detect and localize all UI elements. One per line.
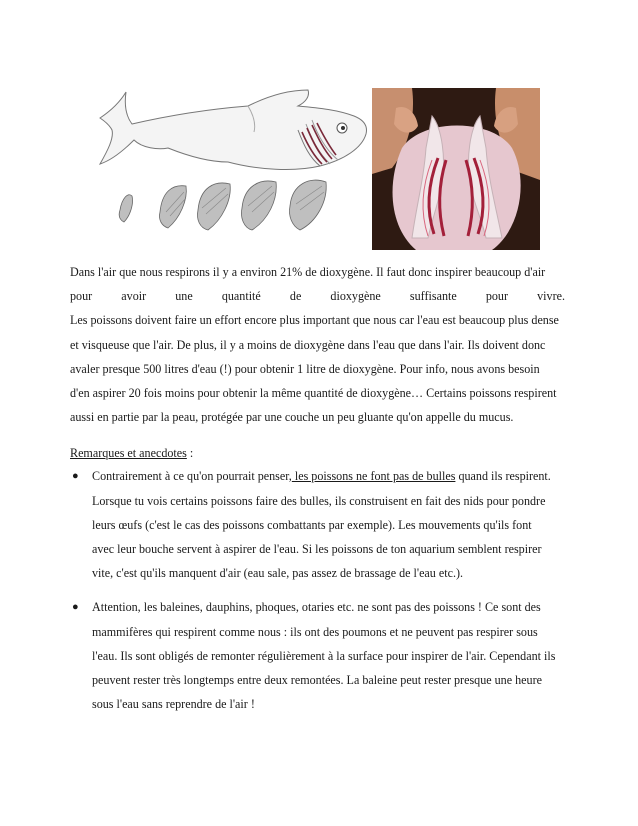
remarks-heading-colon: : [186,446,194,461]
main-text [70,260,565,726]
remarks-heading-label: Remarques et anecdotes [70,446,187,461]
fish-outline-icon [100,90,367,169]
intro-line: pour avoir une quantité de dioxygène suffisante pour vivre. [70,289,565,304]
bullet-icon: ● [72,601,79,614]
list-item [70,595,565,716]
list-item-line: Attention, les baleines, dauphins, phoques, otaries etc. ne sont pas des poissons ! Ce sont des [92,600,541,615]
intro-line: d'en aspirer 20 fois moins pour obtenir la même quantité de dioxygène… Certains poissons respirent [70,386,557,401]
bullet-icon: ● [72,470,79,483]
intro-paragraph [70,260,565,429]
list-item-line: mammifères qui respirent comme nous : ils ont des poumons et ne peuvent pas respirer sous [92,624,538,639]
list-item-line: vite, c'est qu'ils manquent d'air (eau sale, pas assez de brassage de l'eau etc.). [92,566,464,581]
bubbles-underlined-text: les poissons ne font pas de bulles [291,469,456,484]
intro-line: et visqueuse que l'air. De plus, il y a moins de dioxygène dans l'eau que dans l'air. Ils doivent donc [70,337,546,352]
intro-line: Les poissons doivent faire un effort encore plus important que nous car l'eau est beaucoup plus dense [70,313,559,328]
intro-line: avaler presque 500 litres d'eau (!) pour obtenir 1 litre de dioxygène. Pour info, nous avons besoin [70,361,540,376]
list-item-line: Lorsque tu vois certains poissons faire des bulles, ils construisent en fait des nids pour pondre [92,493,546,508]
intro-line: aussi en partie par la peau, protégée par une couche un peu gluante qu'on appelle du mucus. [70,410,514,425]
list-item-line: l'eau. Ils sont obligés de remonter régulièrement à la surface pour inspirer de l'air. Cependant ils [92,648,556,663]
list-item-line: peuvent rester très longtemps entre deux remontées. La baleine peut rester presque une heure [92,673,542,688]
gills-photo [372,88,540,250]
fish-eye-icon [337,123,347,133]
intro-line: Dans l'air que nous respirons il y a environ 21% de dioxygène. Il faut donc inspirer beaucoup d'air [70,265,546,279]
remarks-list [70,464,565,716]
remarks-heading [70,442,565,464]
fish-gills-illustration [98,88,370,240]
list-item-line: leurs œufs (c'est le cas des poissons combattants par exemple). Les mouvements qu'ils font [92,517,532,532]
gill-pieces-icon [119,180,326,230]
list-item-line: avec leur bouche servent à aspirer de l'eau. Si les poissons de ton aquarium semblent respirer [92,542,542,557]
list-item-line: sous l'eau sans reprendre de l'air ! [92,697,255,712]
list-item-line: Contrairement à ce qu'on pourrait penser, les poissons ne font pas de bulles quand ils respirent. [92,469,551,484]
list-item [70,464,565,585]
